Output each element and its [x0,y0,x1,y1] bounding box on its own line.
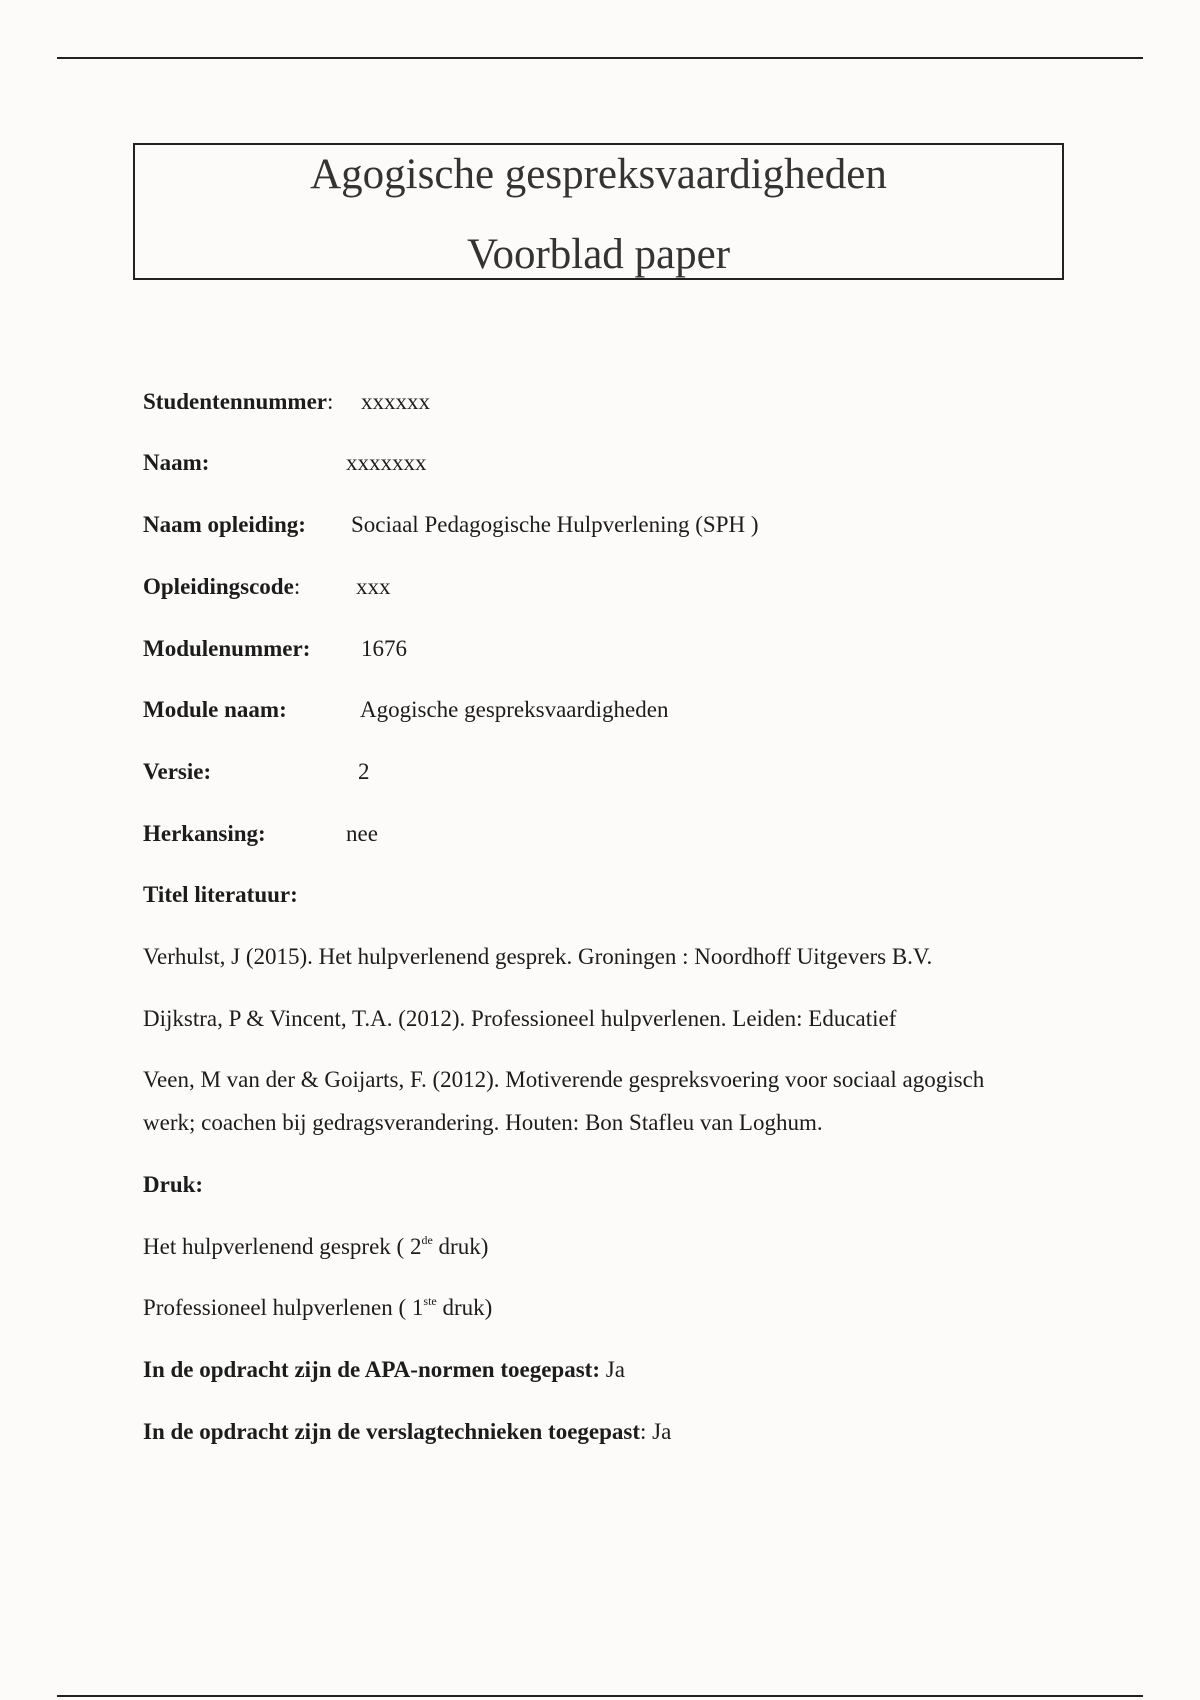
field-opleiding [143,512,759,537]
versie-value: 2 [358,759,370,784]
opleidingscode-colon: : [293,574,301,599]
literatuur-item: Veen, M van der & Goijarts, F. (2012). Motiverende gespreksvoering voor sociaal agogisch [143,1067,985,1092]
document-subtitle: Voorblad paper [466,231,731,278]
opleidingscode-label: Opleidingscode [143,574,294,599]
druk-item-superscript: de [421,1233,433,1247]
apa-statement [143,1358,625,1381]
herkansing-label: Herkansing: [143,821,266,846]
field-studentnummer [143,389,430,414]
document-title: Agogische gespreksvaardigheden [310,151,887,198]
footer-rule [57,1695,1143,1697]
versie-label: Versie: [143,759,212,784]
modulenummer-value: 1676 [361,636,407,661]
field-modulenummer [143,636,407,661]
field-herkansing [143,821,378,846]
literatuur-item: Verhulst, J (2015). Het hulpverlenend gesprek. Groningen : Noordhoff Uitgevers B.V. [143,944,933,969]
druk-item [143,1235,488,1258]
field-modulenaam [143,697,669,722]
modulenummer-label: Modulenummer: [143,636,311,661]
field-naam [143,450,427,475]
opleidingscode-value: xxx [356,574,391,599]
opleiding-value: Sociaal Pedagogische Hulpverlening (SPH ) [351,512,759,537]
title-box [133,143,1064,280]
modulenaam-value: Agogische gespreksvaardigheden [360,697,669,722]
druk-item-after: druk) [436,1295,493,1320]
naam-value: xxxxxxx [346,450,427,475]
studentnummer-value: xxxxxx [361,389,430,414]
modulenaam-label: Module naam: [143,697,287,722]
literatuur-item-continued: werk; coachen bij gedragsverandering. Houten: Bon Stafleu van Loghum. [143,1110,823,1135]
verslag-statement [143,1420,671,1443]
opleiding-label: Naam opleiding: [143,512,306,537]
header-rule [57,57,1143,59]
verslag-label: In de opdracht zijn de verslagtechnieken toegepast [143,1419,641,1444]
verslag-colon: : [640,1419,647,1444]
druk-item-text: Het hulpverlenend gesprek ( 2 [143,1234,422,1259]
druk-item [143,1296,492,1319]
field-versie [143,759,370,784]
studentnummer-label: Studentennummer [143,389,328,414]
herkansing-value: nee [346,821,378,846]
apa-value: Ja [600,1357,625,1382]
studentnummer-colon: : [327,389,334,414]
literatuur-heading: Titel literatuur: [143,882,298,907]
field-opleidingscode [143,574,391,599]
naam-label: Naam: [143,450,210,475]
druk-item-text: Professioneel hulpverlenen ( 1 [143,1295,424,1320]
druk-item-superscript: ste [423,1294,437,1308]
literatuur-item: Dijkstra, P & Vincent, T.A. (2012). Professioneel hulpverlenen. Leiden: Educatief [143,1006,897,1031]
druk-item-after: druk) [432,1234,489,1259]
verslag-value: Ja [646,1419,672,1444]
druk-heading: Druk: [143,1172,204,1197]
apa-label: In de opdracht zijn de APA-normen toegepast: [143,1357,600,1382]
